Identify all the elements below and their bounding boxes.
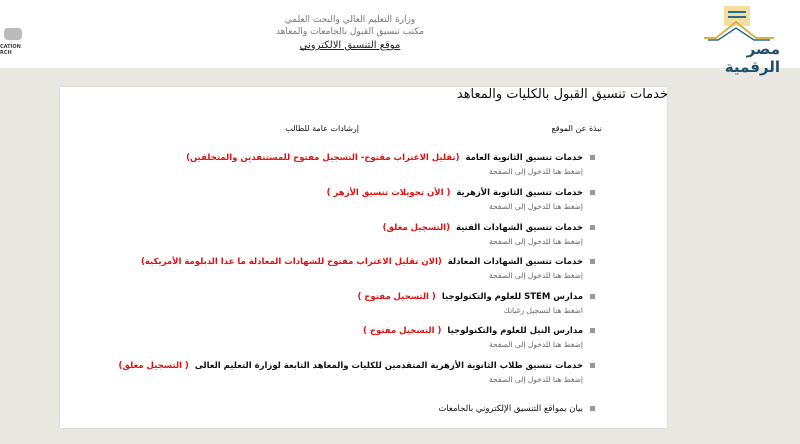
item-link[interactable]: إضغط هنا للدخول إلى الصفحة bbox=[488, 271, 583, 280]
item-link[interactable]: اضغط هنا لتسجيل رغباتك bbox=[503, 306, 583, 315]
item-link[interactable]: إضغط هنا للدخول إلى الصفحة bbox=[488, 167, 583, 176]
item-title[interactable]: خدمات تنسيق الثانوية الأزهرية bbox=[456, 188, 583, 198]
bullet-icon bbox=[590, 225, 595, 230]
item-title[interactable]: خدمات تنسيق الشهادات الفنية bbox=[455, 223, 583, 233]
status-text: (التسجيل مغلق) bbox=[382, 223, 450, 233]
logo-text: مصر الرقمية bbox=[724, 40, 780, 76]
status-text: (الان تقليل الاغتراب مفتوح للشهادات المعادلة ما عدا الدبلومة الأمريكية) bbox=[140, 257, 442, 267]
list-item[interactable] bbox=[357, 292, 595, 315]
list-item[interactable] bbox=[438, 404, 595, 414]
bullet-icon bbox=[590, 259, 595, 264]
item-title[interactable]: خدمات تنسيق طلاب الثانوية الأزهرية المتقدمين للكليات والمعاهد التابعة لوزارة التعليم العالى bbox=[194, 361, 583, 371]
ministry-line2: مكتب تنسيق القبول بالجامعات والمعاهد bbox=[275, 27, 425, 37]
emblem-icon bbox=[4, 28, 22, 40]
bullet-icon bbox=[590, 406, 595, 411]
guidance-link[interactable]: إرشادات عامة للطالب bbox=[285, 124, 359, 133]
list-item[interactable] bbox=[363, 326, 595, 349]
item-title[interactable]: مدارس STEM للعلوم والتكنولوجيا bbox=[441, 292, 583, 302]
status-text: ( التسجيل مفتوح ) bbox=[363, 326, 442, 336]
item-title[interactable]: مدارس النيل للعلوم والتكنولوجيا bbox=[447, 326, 583, 336]
bullet-icon bbox=[590, 328, 595, 333]
item-link[interactable]: إضغط هنا للدخول إلى الصفحة bbox=[488, 340, 583, 349]
item-title[interactable]: بيان بمواقع التنسيق الإلكتروني بالجامعات bbox=[438, 404, 583, 414]
item-title[interactable]: خدمات تنسيق الشهادات المعادلة bbox=[447, 257, 583, 267]
digital-egypt-logo[interactable] bbox=[700, 4, 780, 76]
bullet-icon bbox=[590, 190, 595, 195]
bullet-icon bbox=[590, 294, 595, 299]
services-panel bbox=[60, 87, 667, 428]
list-item[interactable] bbox=[186, 153, 595, 176]
page-title: خدمات تنسيق القبول بالكليات والمعاهد bbox=[456, 87, 668, 102]
status-text: ( التسجيل مفتوح ) bbox=[357, 292, 436, 302]
item-link[interactable]: إضغط هنا للدخول إلى الصفحة bbox=[488, 237, 583, 246]
site-title-link[interactable]: موقع التنسيق الالكتروني bbox=[299, 40, 401, 51]
about-link[interactable]: نبذة عن الموقع bbox=[551, 124, 602, 133]
ministry-logo: CATION RCH bbox=[0, 28, 22, 68]
logo-icon bbox=[700, 4, 780, 44]
list-item[interactable] bbox=[119, 361, 595, 384]
status-text: ( التسجيل مغلق) bbox=[118, 361, 189, 371]
bullet-icon bbox=[590, 363, 595, 368]
status-text: (تقليل الاغتراب مفتوح- التسجيل مفتوح للمستنفدين والمتخلفين) bbox=[186, 153, 460, 163]
header bbox=[0, 0, 800, 76]
list-item[interactable] bbox=[141, 257, 595, 280]
list-item[interactable] bbox=[383, 223, 595, 246]
item-link[interactable]: إضغط هنا للدخول إلى الصفحة bbox=[488, 375, 583, 384]
item-link[interactable]: إضغط هنا للدخول إلى الصفحة bbox=[488, 202, 583, 211]
ministry-line1: وزارة التعليم العالي والبحث العلمي bbox=[284, 15, 416, 25]
bullet-icon bbox=[590, 155, 595, 160]
item-title[interactable]: خدمات تنسيق الثانوية العامة bbox=[465, 153, 583, 163]
status-text: ( الأن تحويلات تنسيق الأزهر ) bbox=[326, 188, 451, 198]
list-item[interactable] bbox=[327, 188, 595, 211]
ministry-heading bbox=[250, 14, 450, 52]
